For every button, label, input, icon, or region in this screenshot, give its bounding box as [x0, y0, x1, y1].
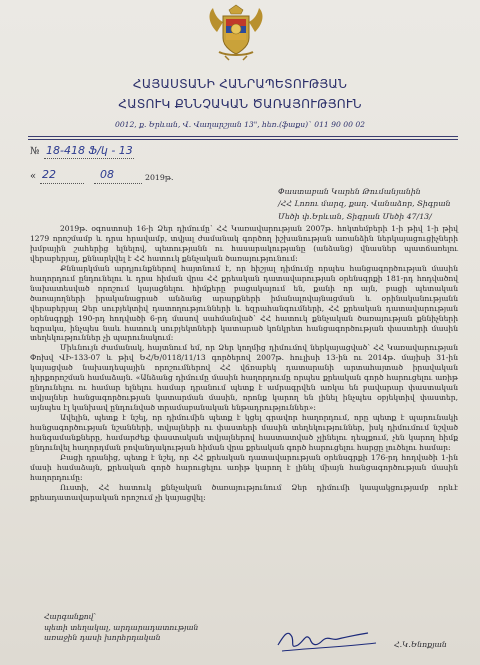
- date-month-underline: [94, 183, 142, 184]
- body-paragraph: Ուստի, ՀՀ հատուկ քննչական ծառայությունում Ձեր դիմումի կապակցությամբ որևէ քրեադատավարական որոշում չի կայացվել:: [30, 482, 458, 502]
- body-paragraph: Միևնույն ժամանակ, հայտնում եմ, որ Ձեր կողմից դիմումով ներկայացված՝ ՀՀ Կառավարության Փոխվ ՎԻ-133-07 և թիվ ԵՀ/Ե/0118/11/13 գործերով 2007թ. հուլիսի 13-ին ու 2014թ. մայիսի 31-ին կայացված նախադեպային որոշումներով ՀՀ վճռաբեկ դատարանի արտահայտած իրավական դիրքորոշման համաձայն. «Անձանց դիմումը մասին հաղորդումը որպես քրեական գործ հարուցելու առիթ ընդունելու ու համար ելնելու համար դրանում պետք է ամրագրվեն առկա են բավարար փաստական տվյալներ հանցագործության կատարման մասին, որոնք կարող են լինել ինչպես օբյեկտիվ փաստեր, այնպես էլ կանխավ ընդունված տրամաբանական ենթադրություններ»:: [30, 343, 458, 413]
- signatory-name: Հ.Կ.Ենոքյան: [394, 640, 447, 649]
- institution-name-line2: ՀԱՏՈՒԿ ՔՆՆՉԱԿԱՆ ԾԱՌԱՅՈՒԹՅՈՒՆ: [118, 97, 362, 111]
- closing-salutation: Հարգանքով՝: [44, 612, 97, 621]
- header-rule-thick: [28, 136, 458, 137]
- reference-number: 18-418 Ֆ/կ - 13: [46, 144, 133, 157]
- body-paragraph: Ավելին, պետք է նշել, որ դիմումին պետք է կցել գրավոր հաղորդում, որը պետք է պարունակի հանցագործության նշանների, տվյալների ու փաստերի մասին տեղեկություններ, իսկ դիմումում նշված հանգամանքները, համարժեք փաստական տվյալներով հաստատված չլինելու դեպքում, չեն կարող հիմք ընդունվել հաղորդման բովանդակության հիման վրա քրեական գործ հարուցելու հարցը լուծելու համար:: [30, 413, 458, 452]
- recipient-address-line2: Մեծի փ.Երևան, Տիգրան Մեծի 47/13/: [278, 211, 432, 221]
- body-paragraph: Բացի դրանից, պետք է նշել, որ ՀՀ քրեական դատավարության օրենսգրքի 176-րդ հոդվածի 1-ին մասի համաձայն, քրեական գործ հարուցելու առիթ կարող է լինել միայն հանցագործության մասին հաղորդումը:: [30, 452, 458, 482]
- date-day: 22: [42, 168, 56, 181]
- institution-address: 0012, ք. Երևան, Վ. Վաղարշյան 13", հեռ.(ֆաքս)` 011 90 00 02: [114, 120, 365, 129]
- recipient-address-line1: /ՀՀ Լոռու մարզ, քաղ. Վանաձոր, Տիգրան: [278, 199, 451, 209]
- institution-name-line1: ՀԱՅԱՍՏԱՆԻ ՀԱՆՐԱՊԵՏՈՒԹՅԱՆ: [132, 77, 348, 91]
- reference-number-prefix: №: [30, 146, 40, 157]
- signatory-block: [44, 612, 198, 644]
- reference-number-underline: [44, 158, 134, 159]
- signatory-position-line2: առաջին դասի խորհրդական: [44, 633, 161, 643]
- handwritten-signature: [272, 615, 387, 657]
- date-year: 2019թ.: [145, 173, 174, 182]
- signatory-position-line1: պետի տեղակալ, արդարադատության: [44, 622, 199, 632]
- date-day-underline: [40, 183, 84, 184]
- recipient-block: [278, 186, 468, 223]
- body-paragraph: 2019թ. օգոստոսի 16-ի Ձեր դիմումը՝ ՀՀ Կառավարության 2007թ. հոկտեմբերի 1-ի թիվ 1-ի թիվ 1279 որոշմամբ և դրա հրավամբ, տվյալ ժամանակ գործող իշխանության առանձին ներկայացուցիչների խմբային շահերից ելնելով, պետությանն ու հասարակությանը (անձանց) վնասներ պատճառելու վերաբերյալ, քննարկվել է ՀՀ հատուկ քննչական ծառայությունում:: [30, 224, 458, 263]
- body-paragraph: Քննարկման արդյունքներով հայտնում է, որ հիշյալ դիմումը որպես հանցագործության մասին հաղորդում ընդունելու և դրա հիման վրա ՀՀ քրեական դատավարության օրենսգրքի 181-րդ հոդվածով նախատեսված որոշում կայացնելու հիմքերը բացակայում են, քանի որ այն, բացի պետական ծառայողների իրականացրած անձանց արարքների իմանալովայնացման և օրինականությանն վերաբերյալ Ձեր սուբյեկտիվ դատողությունների և եզրահանգումների, ՀՀ քրեական դատավարության օրենսգրքի 190-րդ հոդվածի 6-րդ մասով սահմանված՝ ՀՀ հատուկ քննչական ծառայության քննիչների եզրակա, ինչպես նաև հատուկ սուբյեկտների կատարած կոնկրետ հանցագործության փաստերի մասին տեղեկություններ չի պարունակում:: [30, 263, 458, 343]
- date-open-quote: «: [30, 171, 37, 182]
- header-rule-thin: [28, 139, 458, 140]
- coat-of-arms-icon: [205, 2, 267, 62]
- letter-body: [30, 224, 458, 503]
- date-month: 08: [100, 168, 114, 181]
- recipient-name: Փաստաբան Կարեն Թումանյանին: [278, 187, 421, 196]
